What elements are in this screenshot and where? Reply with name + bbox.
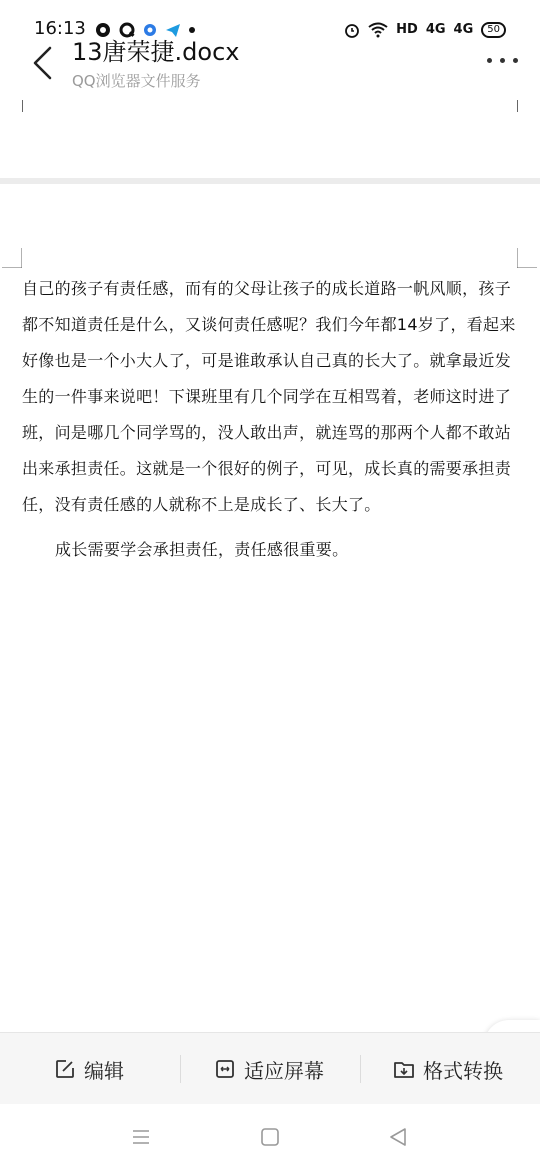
- battery-icon: 50: [481, 22, 506, 38]
- bottom-toolbar: [0, 1032, 540, 1105]
- signal-4g-icon: 4G: [453, 22, 474, 37]
- page-subtitle: QQ浏览器文件服务: [72, 72, 201, 90]
- crop-mark: [2, 248, 22, 268]
- back-button[interactable]: [32, 46, 52, 80]
- status-time: 16:13: [34, 18, 86, 39]
- fit-screen-button[interactable]: [214, 1033, 324, 1105]
- more-options-icon[interactable]: [487, 58, 518, 63]
- edit-button[interactable]: [54, 1033, 124, 1105]
- document-paragraph: 成长需要学会承担责任，责任感很重要。: [55, 540, 349, 559]
- menu-icon[interactable]: [130, 1126, 152, 1148]
- system-nav-bar: [0, 1104, 540, 1170]
- toolbar-divider: [360, 1055, 361, 1083]
- fit-screen-label: 适应屏幕: [244, 1058, 324, 1083]
- format-convert-label: 格式转换: [423, 1058, 503, 1083]
- fit-screen-icon: [214, 1058, 236, 1080]
- folder-download-icon: [393, 1058, 415, 1080]
- crop-mark: [517, 100, 518, 112]
- document-page-1: [0, 100, 540, 178]
- hd-icon: HD: [396, 22, 418, 37]
- status-bar: [0, 0, 540, 39]
- back-icon[interactable]: [387, 1126, 409, 1148]
- dot-icon: [189, 27, 195, 33]
- edit-label: 编辑: [84, 1058, 124, 1083]
- format-convert-button[interactable]: [393, 1033, 503, 1105]
- toolbar-divider: [180, 1055, 181, 1083]
- crop-mark: [517, 248, 537, 268]
- document-page-2[interactable]: [0, 184, 540, 1030]
- document-paragraph: 自己的孩子有责任感，而有的父母让孩子的成长道路一帆风顺，孩子都不知道责任是什么，又谈何责任感呢？我们今年都14岁了，看起来好像也是一个小大人了，可是谁敢承认自己真的长大了。就拿最近发生的一件事来说吧！下课班里有几个同学在互相骂着，老师这时进了班，问是哪几个同学骂的，没人敢出声，就连骂的那两个人都不敢站出来承担责任。这就是一个很好的例子，可见，成长真的需要承担责任，没有责任感的人就称不上是成长了、长大了。: [22, 279, 516, 514]
- edit-icon: [54, 1058, 76, 1080]
- page-title: 13唐荣捷.docx: [72, 38, 240, 66]
- app-header: [0, 34, 540, 100]
- signal-4g-icon: 4G: [425, 22, 446, 37]
- crop-mark: [22, 100, 23, 112]
- home-icon[interactable]: [259, 1126, 281, 1148]
